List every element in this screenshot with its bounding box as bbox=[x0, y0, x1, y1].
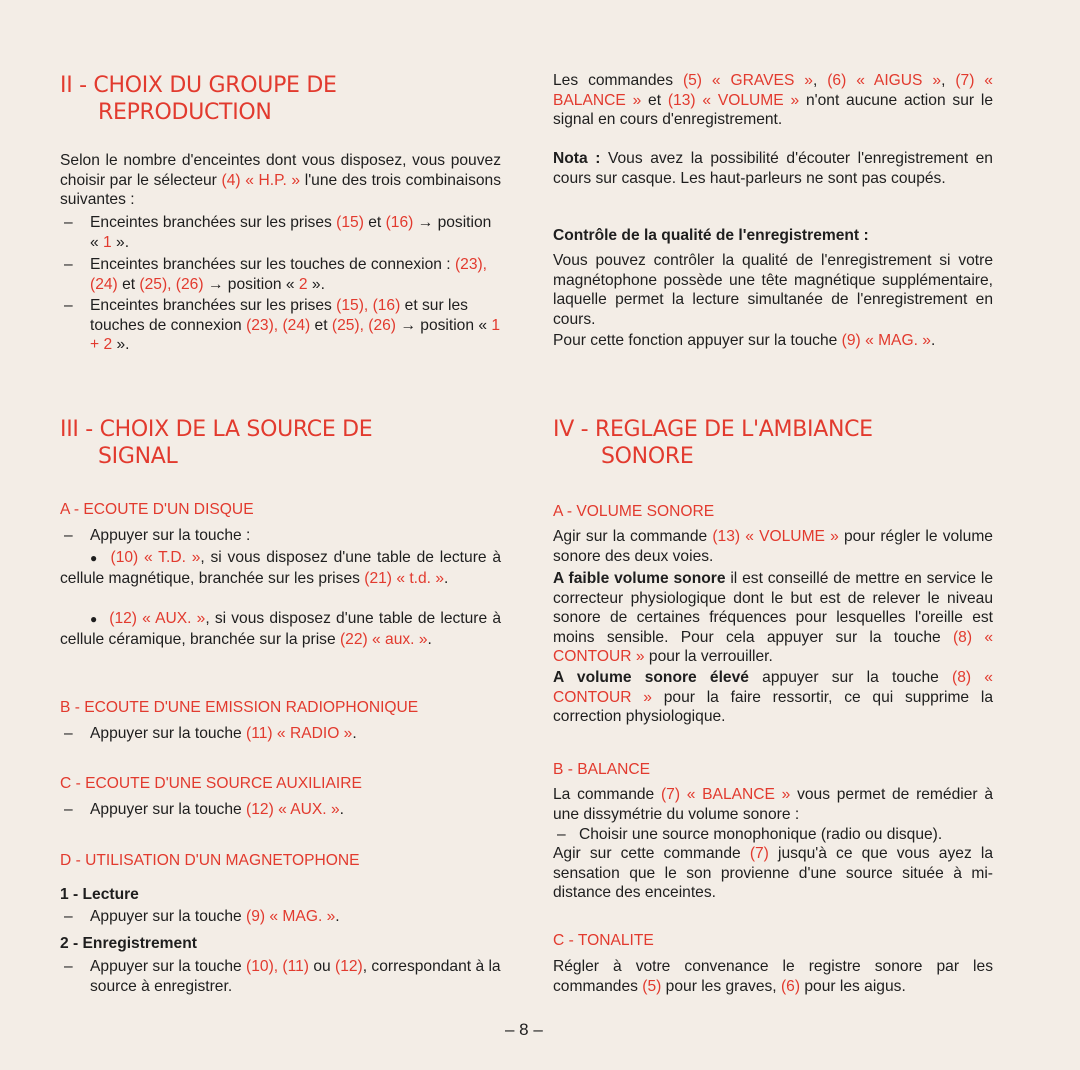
ref-5-graves: (5) « GRAVES » bbox=[682, 72, 813, 89]
section-3c-text bbox=[60, 800, 501, 820]
section-4a-high bbox=[553, 668, 993, 727]
high-volume-text: appuyer sur la touche bbox=[748, 669, 953, 686]
controls-text: Les commandes bbox=[553, 72, 683, 89]
ref-12-aux: (12) « AUX. » bbox=[109, 610, 206, 627]
controls-text: , bbox=[941, 72, 956, 89]
quality-paragraph-2 bbox=[553, 331, 993, 351]
ref-9-mag: (9) « MAG. » bbox=[841, 332, 931, 349]
section-4a-text bbox=[553, 527, 993, 566]
page-number: – 8 – bbox=[505, 1020, 543, 1039]
press-text: Appuyer sur la touche : bbox=[90, 527, 251, 544]
section-3a-title: A - ECOUTE D'UN DISQUE bbox=[60, 501, 254, 518]
ref-6: (6) bbox=[780, 977, 801, 995]
press-text: Appuyer sur la touche bbox=[90, 725, 247, 742]
controls-text: et bbox=[641, 91, 668, 109]
section-4c-text bbox=[553, 957, 993, 996]
ref-6-aigus: (6) « AIGUS » bbox=[827, 72, 942, 89]
section-2-item-2 bbox=[60, 255, 501, 294]
section-3c-title: C - ECOUTE D'UNE SOURCE AUXILIAIRE bbox=[60, 775, 362, 792]
press-text: , correspondant à la source à enregistrer. bbox=[90, 958, 501, 995]
section-2-heading-line1: II - CHOIX DU GROUPE DE bbox=[60, 73, 337, 98]
section-4-heading-line2: SONORE bbox=[601, 444, 694, 469]
section-4c-title: C - TONALITE bbox=[553, 932, 654, 949]
ref-8-contour: (8) « CONTOUR » bbox=[553, 628, 993, 665]
ref-9-mag: (9) « MAG. » bbox=[246, 908, 336, 925]
low-volume-text: il est conseillé de mettre en service le correcteur physiologique dont le but est de relever le niveau sonore de certaines fréquences pour lesquelles l'oreille est moins sensible. Pour cela appuyer sur la touche bbox=[553, 570, 993, 646]
section-4-heading bbox=[553, 416, 873, 470]
bullet-text: , si vous disposez d'une table de lecture à cellule céramique, branchée sur la prise bbox=[60, 610, 501, 648]
section-3d-2-text bbox=[60, 957, 501, 996]
section-3-heading-line1: III - CHOIX DE LA SOURCE DE bbox=[60, 417, 373, 442]
press-text: . bbox=[335, 908, 340, 925]
section-2-heading-line2: REPRODUCTION bbox=[98, 100, 272, 125]
item-text: Enceintes branchées sur les prises bbox=[90, 297, 337, 314]
nota-paragraph bbox=[553, 149, 993, 188]
ref-22-aux: (22) « aux. » bbox=[339, 630, 428, 648]
section-2-item-3 bbox=[60, 296, 501, 355]
bullet-text: , si vous disposez d'une table de lecture à cellule magnétique, branchée sur les prises bbox=[60, 549, 502, 587]
quality-title: Contrôle de la qualité de l'enregistrement : bbox=[553, 227, 869, 244]
item-text: ». bbox=[111, 233, 130, 251]
item-text: et sur les touches de connexion bbox=[90, 297, 468, 334]
section-3-heading-line2: SIGNAL bbox=[98, 444, 178, 469]
ref-15: (15) bbox=[336, 214, 364, 231]
bullet-text: . bbox=[427, 630, 432, 648]
quality-text: Pour cette fonction appuyer sur la touche bbox=[553, 332, 842, 349]
position-value: 2 bbox=[298, 275, 308, 293]
press-text: . bbox=[352, 725, 357, 742]
section-4b-title: B - BALANCE bbox=[553, 761, 651, 778]
low-volume-text: pour la verrouiller. bbox=[644, 648, 773, 665]
volume-text: pour régler le volume sonore des deux voies. bbox=[553, 528, 993, 565]
item-text: → position « bbox=[396, 316, 492, 334]
section-3d-title: D - UTILISATION D'UN MAGNETOPHONE bbox=[60, 852, 360, 869]
quality-text: . bbox=[930, 332, 936, 349]
ref-25-26: (25), (26) bbox=[331, 316, 397, 334]
balance-dash-text: Choisir une source monophonique (radio ou disque). bbox=[579, 826, 943, 843]
section-2-heading bbox=[60, 72, 337, 126]
bullet-text: . bbox=[444, 569, 449, 587]
nota-text: Vous avez la possibilité d'écouter l'enregistrement en cours sur casque. Les haut-parleurs ne sont pas coupés. bbox=[553, 150, 993, 187]
press-text: Appuyer sur la touche bbox=[90, 801, 247, 818]
section-4-heading-line1: IV - REGLAGE DE L'AMBIANCE bbox=[553, 417, 873, 442]
ref-10-td: (10) « T.D. » bbox=[110, 549, 201, 566]
section-3d-2-label: 2 - Enregistrement bbox=[60, 935, 197, 952]
ref-11-radio: (11) « RADIO » bbox=[246, 725, 353, 742]
ref-12-aux: (12) « AUX. » bbox=[246, 801, 340, 818]
item-text: → position « bbox=[90, 214, 492, 251]
ref-25-26: (25), (26) bbox=[139, 275, 204, 293]
ref-16: (16) bbox=[385, 214, 414, 231]
press-text: Appuyer sur la touche bbox=[90, 958, 247, 975]
item-text: Enceintes branchées sur les prises bbox=[90, 214, 337, 231]
section-3a-press bbox=[60, 526, 501, 546]
ref-15-16: (15), (16) bbox=[336, 297, 401, 314]
item-text: et bbox=[310, 316, 332, 334]
intro-text-end: l'une des trois combinaisons suivantes : bbox=[60, 171, 502, 208]
section-4b-text-2 bbox=[553, 844, 993, 903]
balance-text: La commande bbox=[553, 786, 661, 803]
ref-10-11: (10), (11) bbox=[246, 958, 309, 975]
item-text: ». bbox=[307, 275, 325, 293]
volume-text: Agir sur la commande bbox=[553, 528, 713, 545]
item-text: ». bbox=[112, 336, 130, 353]
section-3a-bullet-td bbox=[60, 548, 501, 588]
item-text: Enceintes branchées sur les touches de connexion : bbox=[90, 256, 455, 273]
ref-selector-hp: (4) « H.P. » bbox=[221, 171, 301, 189]
position-value: 1 bbox=[103, 233, 112, 251]
ref-5: (5) bbox=[642, 977, 662, 995]
press-text: Appuyer sur la touche bbox=[90, 908, 247, 925]
balance-text: jusqu'à ce que vous ayez la sensation que le son provienne d'une source située à mi-distance des enceintes. bbox=[553, 845, 993, 901]
section-3d-1-label: 1 - Lecture bbox=[60, 886, 139, 903]
section-2-item-1 bbox=[60, 213, 501, 252]
intro-text: Selon le nombre d'enceintes dont vous disposez, vous pouvez choisir par le sélecteur bbox=[60, 152, 501, 189]
high-volume-label: A volume sonore élevé bbox=[553, 669, 749, 686]
section-2-intro bbox=[60, 151, 501, 210]
tonalite-text: Régler à votre convenance le registre sonore par les commandes bbox=[553, 958, 993, 995]
section-3b-text bbox=[60, 724, 501, 744]
ref-8-contour: (8) « CONTOUR » bbox=[553, 669, 993, 706]
item-text: et bbox=[363, 214, 386, 231]
section-4b-text bbox=[553, 785, 993, 824]
quality-paragraph bbox=[553, 251, 993, 329]
ref-23-24: (23), (24) bbox=[246, 316, 311, 334]
section-4a-title: A - VOLUME SONORE bbox=[553, 503, 715, 520]
high-volume-text: pour la faire ressortir, ce qui supprime la correction physiologique. bbox=[553, 688, 993, 725]
ref-7-balance: (7) « BALANCE » bbox=[660, 786, 791, 803]
section-3b-title: B - ECOUTE D'UNE EMISSION RADIOPHONIQUE bbox=[60, 699, 419, 716]
ref-13-volume: (13) « VOLUME » bbox=[712, 528, 839, 545]
controls-text: n'ont aucune action sur le signal en cours d'enregistrement. bbox=[553, 91, 993, 128]
section-4a-low bbox=[553, 569, 993, 667]
item-text: → position « bbox=[203, 275, 299, 293]
section-3a-bullet-aux bbox=[60, 609, 501, 649]
balance-text: vous permet de remédier à une dissymétrie du volume sonore : bbox=[553, 786, 994, 823]
nota-label: Nota : bbox=[553, 150, 601, 167]
press-text: . bbox=[339, 801, 344, 818]
tonalite-text: pour les graves, bbox=[661, 977, 781, 995]
controls-paragraph bbox=[553, 71, 993, 130]
ref-7: (7) bbox=[749, 845, 769, 862]
ref-7-balance: (7) « BALANCE » bbox=[553, 72, 993, 109]
ref-12: (12) bbox=[335, 958, 363, 975]
balance-text: Agir sur cette commande bbox=[553, 845, 750, 862]
section-3-heading bbox=[60, 416, 372, 470]
section-3d-1-text bbox=[60, 907, 501, 927]
ref-21-td: (21) « t.d. » bbox=[364, 569, 444, 587]
quality-text: Vous pouvez contrôler la qualité de l'enregistrement si votre magnétophone possède une tête magnétique supplémentaire, laquelle permet la lecture simultanée de l'enregistrement en cours. bbox=[553, 252, 993, 328]
section-4b-dash bbox=[553, 825, 989, 845]
ref-13-volume: (13) « VOLUME » bbox=[667, 91, 800, 109]
controls-text: , bbox=[812, 72, 828, 89]
position-value: 1 + 2 bbox=[90, 316, 501, 353]
item-text: et bbox=[117, 275, 140, 293]
low-volume-label: A faible volume sonore bbox=[553, 570, 726, 587]
tonalite-text: pour les aigus. bbox=[800, 977, 906, 995]
press-text: ou bbox=[309, 958, 336, 975]
ref-23-24: (23), (24) bbox=[90, 256, 488, 293]
